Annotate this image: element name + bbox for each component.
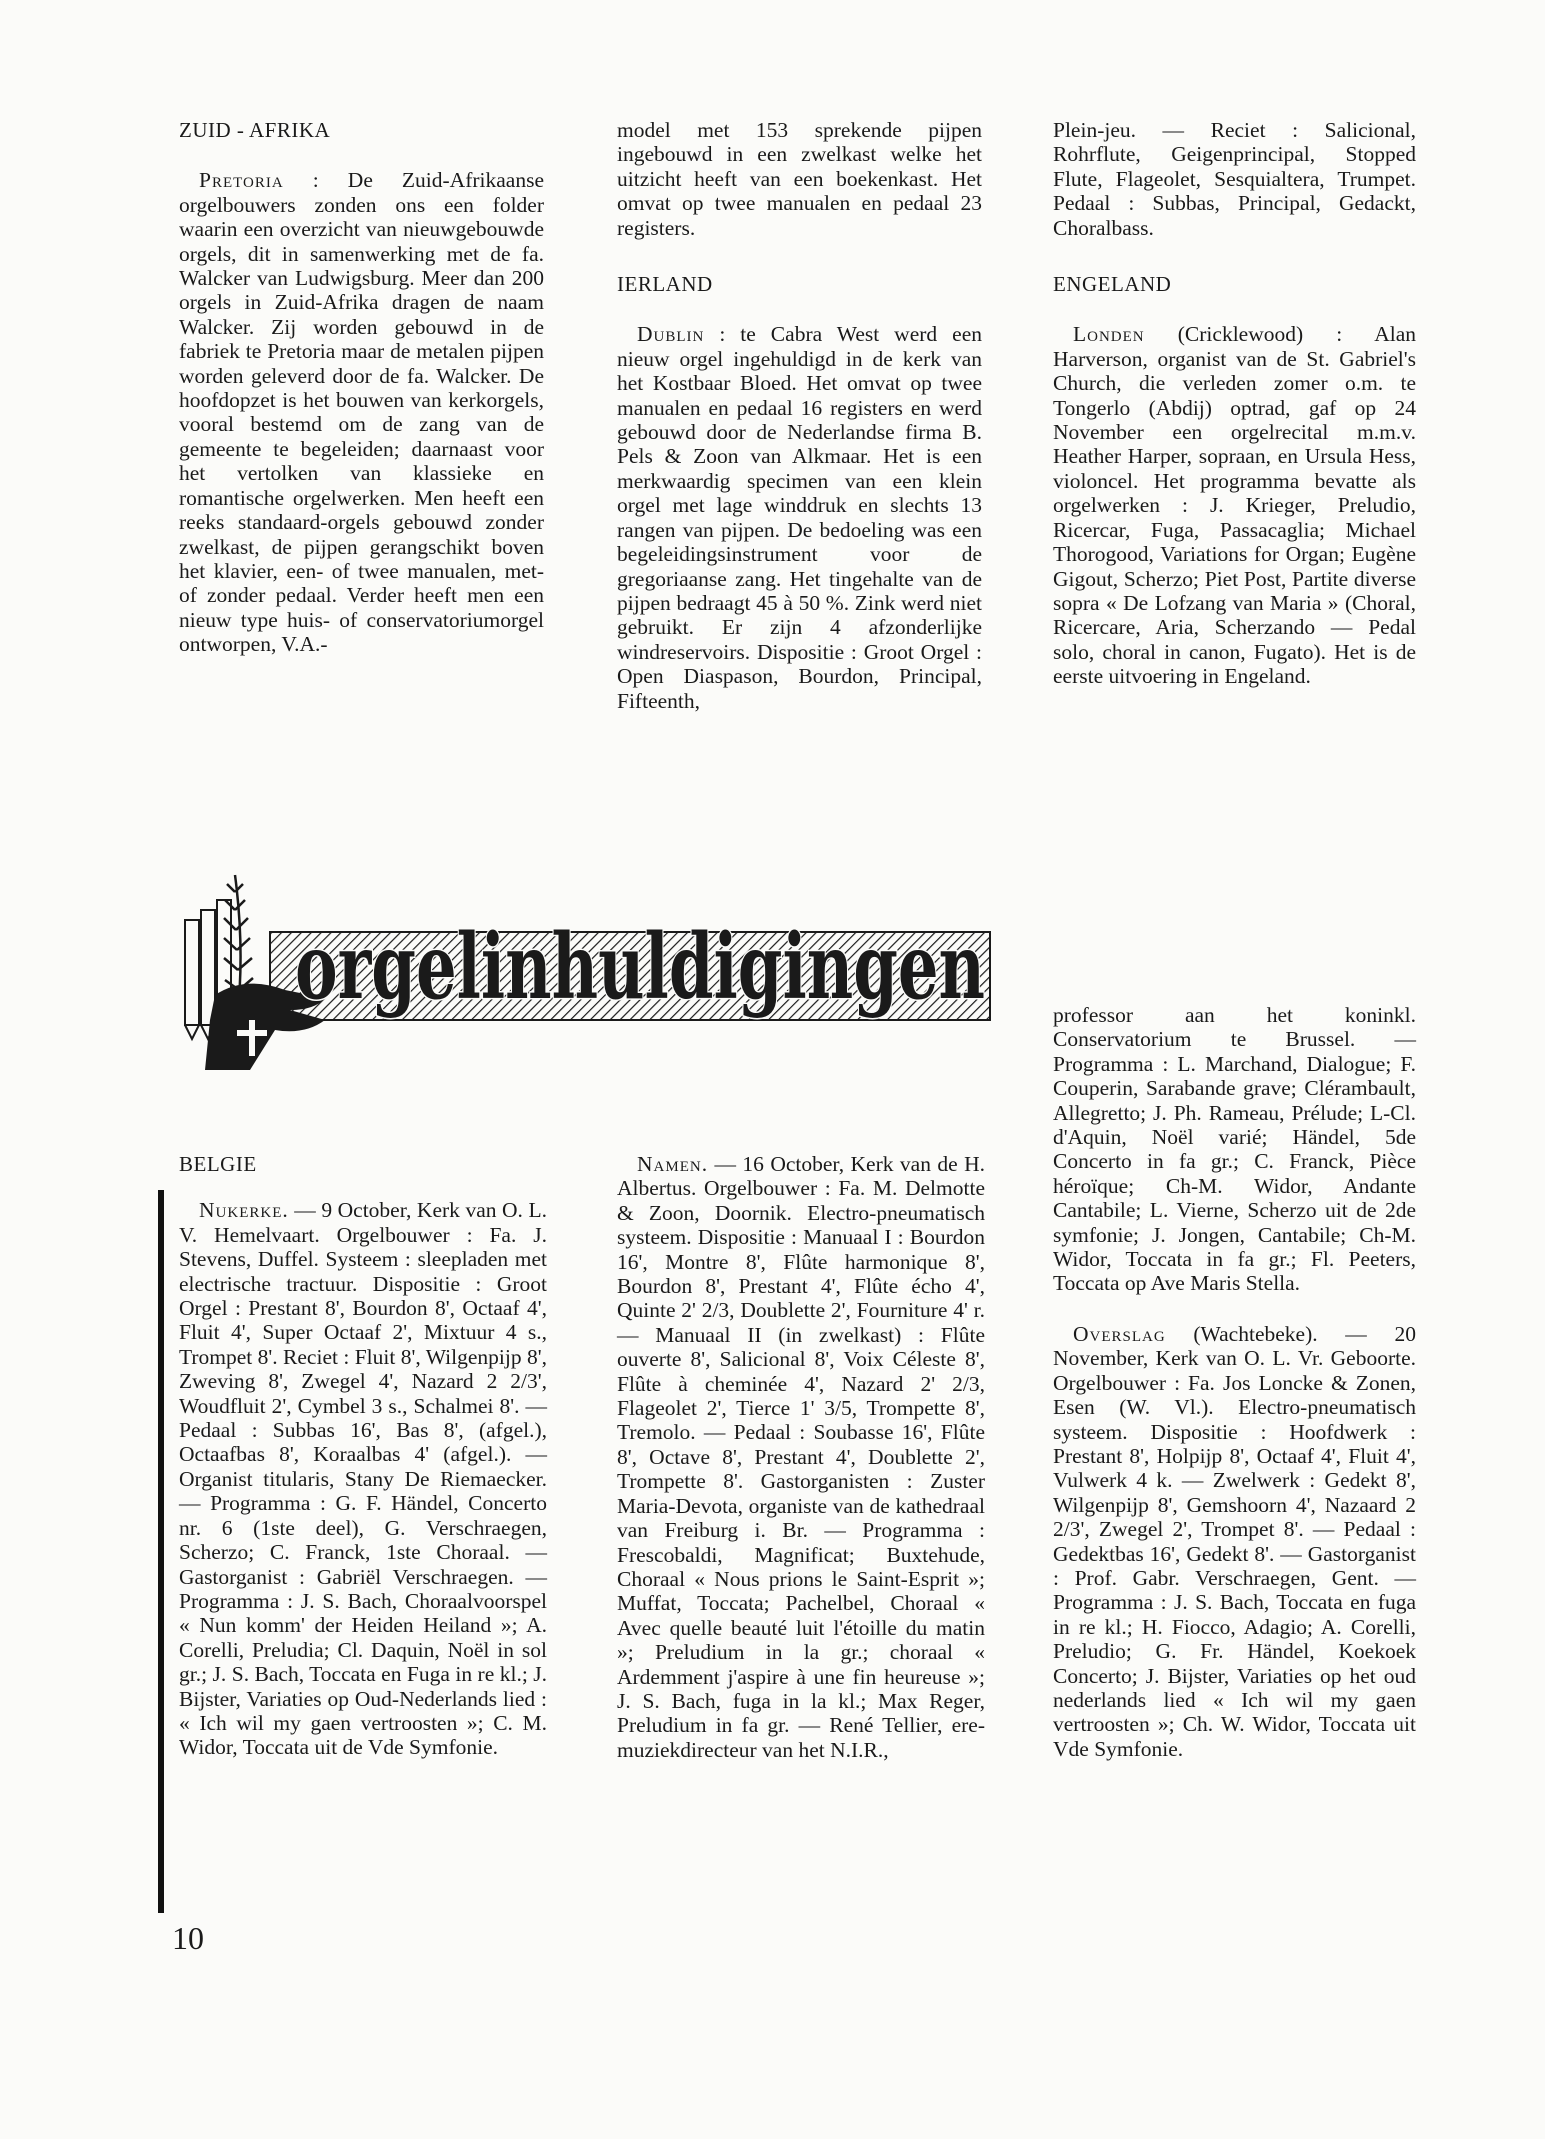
paragraph-model: model met 153 sprekende pijpen ingebouwd in een zwelkast welke het uitzicht heeft van een boekenkast. Het omvat op twee manualen en pedaal 23 registers. [617,118,982,240]
text-namen: — 16 October, Kerk van de H. Albertus. Orgelbouwer : Fa. M. Delmotte & Zoon, Doornik. Electro-pneumatisch systeem. Dispositie : Manuaal I : Bourdon 16', Montre 8', Flûte harmonique 8', Bourdon 8', Prestant 4', Flûte écho 4', Quinte 2' 2/3, Doublette 2', Fourniture 4' r. — Manuaal II (in zwelkast) : Flûte ouverte 8', Salicional 8', Voix Céleste 8', Flûte à cheminée 4', Nazard 2' 2/3, Flageolet 2', Tierce 1' 3/5, Trompette 8', Tremolo. — Pedaal : Soubasse 16', Flûte 8', Octave 8', Prestant 4', Doublette 2', Trompette 8'. Gastorganisten : Zuster Maria-Devota, organiste van de kathedraal van Freiburg i. Br. — Programma : Frescobaldi, Magnificat; Buxtehude, Choraal « Nous prions le Saint-Esprit »; Muffat, Toccata; Pachelbel, Choraal « Avec quelle beauté luit l'étoille du matin »; Preludium in la gr.; choraal « Ardemment j'aspire à une fin heureuse »; J. S. Bach, fuga in la kl.; Max Reger, Preludium in fa gr. — René Tellier, ere-muziekdirecteur van het N.I.R., [617,1152,985,1762]
page-number: 10 [172,1920,204,1956]
column-bottom-right [1053,1003,1416,1761]
heading-ierland: IERLAND [617,272,713,297]
column-top-middle [617,118,982,713]
column-bottom-left [179,1152,547,1760]
place-dublin: Dublin [637,322,705,347]
paragraph-pleinjeu: Plein-jeu. — Reciet : Salicional, Rohrflute, Geigenprincipal, Stopped Flute, Flageolet, Sesquialtera, Trumpet. Pedaal : Subbas, Principal, Gedackt, Choralbass. [1053,118,1416,240]
paragraph-londen [1053,322,1416,688]
column-top-right [1053,118,1416,689]
column-top-left [179,118,544,657]
heading-engeland: ENGELAND [1053,272,1172,297]
text-londen: (Cricklewood) : Alan Harverson, organist van de St. Gabriel's Church, die verleden zomer o.m. te Tongerlo (Abdij) optrad, gaf op 24 November een orgelrecital m.m.v. Heather Harper, sopraan, en Ursula Hess, violoncel. Het programma bevatte als orgelwerken : J. Krieger, Preludio, Ricercar, Fuga, Passacaglia; Michael Thorogood, Variations for Organ; Eugène Gigout, Scherzo; Piet Post, Partite diverse sopra « De Lofzang van Maria » (Choral, Ricercare, Aria, Scherzando — Pedal solo, choral in canon, Fugato). Het is de eerste uitvoering in Engeland. [1053,322,1416,689]
orgelinhuldigingen-banner [175,870,1000,1075]
text-dublin: : te Cabra West werd een nieuw orgel ingehuldigd in de kerk van het Kostbaar Bloed. Het omvat op twee manualen en pedaal 16 registers en werd gebouwd door de Nederlandse firma B. Pels & Zoon van Alkmaar. Het is een merkwaardig specimen van een klein orgel met lage winddruk en slechts 13 rangen van pijpen. De bedoeling was een begeleidingsinstrument voor de gregoriaanse zang. Het tingehalte van de pijpen bedraagt 45 à 50 %. Zink werd niet gebruikt. Er zijn 4 afzonderlijke windreservoirs. Dispositie : Groot Orgel : Open Diaspason, Bourdon, Principal, Fifteenth, [617,322,982,713]
place-londen: Londen [1073,322,1145,347]
heading-belgie: BELGIE [179,1152,257,1176]
text-nukerke: — 9 October, Kerk van O. L. V. Hemelvaart. Orgelbouwer : Fa. J. Stevens, Duffel. Systeem : sleepladen met electrische tractuur. Dispositie : Groot Orgel : Prestant 8', Bourdon 8', Octaaf 4', Fluit 4', Super Octaaf 2', Mixtuur 4 s., Trompet 8'. Reciet : Fluit 8', Wilgenpijp 8', Zweving 8', Zwegel 4', Nazard 2 2/3', Woudfluit 2', Cymbel 3 s., Schalmei 8'. — Pedaal : Subbas 16', Bas 8', (afgel.), Octaafbas 8', Koraalbas 4' (afgel.). — Organist titularis, Stany De Riemaecker. — Programma : G. F. Händel, Concerto nr. 6 (1ste deel), G. Verschraegen, Scherzo; C. Franck, 1ste Choraal. — Gastorganist : Gabriël Verschraegen. — Programma : J. S. Bach, Choraalvoorspel « Nun komm' der Heiden Heiland »; A. Corelli, Preludia; Cl. Daquin, Noël in sol gr.; J. S. Bach, Toccata en Fuga in re kl.; J. Bijster, Variaties op Oud-Nederlands lied : « Ich wil my gaen vertroosten »; C. M. Widor, Toccata uit de Vde Symfonie. [179,1198,547,1760]
place-nukerke: Nukerke. [199,1198,289,1223]
place-pretoria: Pretoria [199,168,284,193]
place-namen: Namen. [637,1152,709,1176]
paragraph-overslag [1053,1322,1416,1761]
paragraph-dublin [617,322,982,713]
text-pretoria: : De Zuid-Afrikaanse orgelbouwers zonden ons een folder waarin een overzicht van nieuwgebouwde orgels, dit in samenwerking met de fa. Walcker van Ludwigsburg. Meer dan 200 orgels in Zuid-Afrika dragen de naam Walcker. Zij worden gebouwd in de fabriek te Pretoria maar de metalen pijpen worden geleverd door de fa. Walcker. De hoofdopzet is het bouwen van kerkorgels, vooral bestemd om de zang van de gemeente te begeleiden; daarnaast voor het vertolken van klassieke en romantische orgelwerken. Men heeft een reeks standaard-orgels gebouwd zonder zwelkast, de pijpen gerangschikt boven het klavier, een- of twee manualen, met- of zonder pedaal. Verder heeft men een nieuw type huis- of conservatoriumorgel ontworpen, V.A.- [179,168,544,657]
paragraph-professor: professor aan het koninkl. Conservatorium te Brussel. — Programma : L. Marchand, Dialogue; F. Couperin, Sarabande grave; Clérambault, Allegretto; J. Ph. Rameau, Prélude; L-Cl. d'Aquin, Noël varié; Händel, 5de Concerto in fa gr.; C. Franck, Pièce héroïque; Ch-M. Widor, Andante Cantabile; L. Vierne, Scherzo uit de 2de symfonie; J. Jongen, Cantabile; Ch-M. Widor, Toccata in fa gr.; Fl. Peeters, Toccata op Ave Maris Stella. [1053,1003,1416,1296]
place-overslag: Overslag [1073,1321,1166,1346]
paragraph-namen [617,1152,985,1762]
column-bottom-middle [617,1152,985,1762]
margin-rule [158,1190,164,1913]
banner-title: orgelinhuldigingen [295,914,985,1020]
paragraph-nukerke [179,1198,547,1759]
paragraph-pretoria [179,168,544,656]
text-overslag: (Wachtebeke). — 20 November, Kerk van O. L. Vr. Geboorte. Orgelbouwer : Fa. Jos Loncke & Zonen, Esen (W. Vl.). Electro-pneumatisch systeem. Dispositie : Hoofdwerk : Prestant 8', Holpijp 8', Octaaf 4', Fluit 4', Vulwerk 4 k. — Zwelwerk : Gedekt 8', Wilgenpijp 8', Gemshoorn 4', Nazaard 2 2/3', Zwegel 2', Trompet 8'. — Pedaal : Gedektbas 16', Gedekt 8'. — Gastorganist : Prof. Gabr. Verschraegen, Gent. — Programma : J. S. Bach, Toccata en fuga in re kl.; H. Fiocco, Adagio; A. Corelli, Preludio; G. Fr. Händel, Koekoek Concerto; J. Bijster, Variaties op het oud nederlands lied « Ich wil my gaen vertroosten »; Ch. W. Widor, Toccata uit Vde Symfonie. [1053,1321,1416,1761]
heading-zuid-afrika: ZUID - AFRIKA [179,118,331,142]
